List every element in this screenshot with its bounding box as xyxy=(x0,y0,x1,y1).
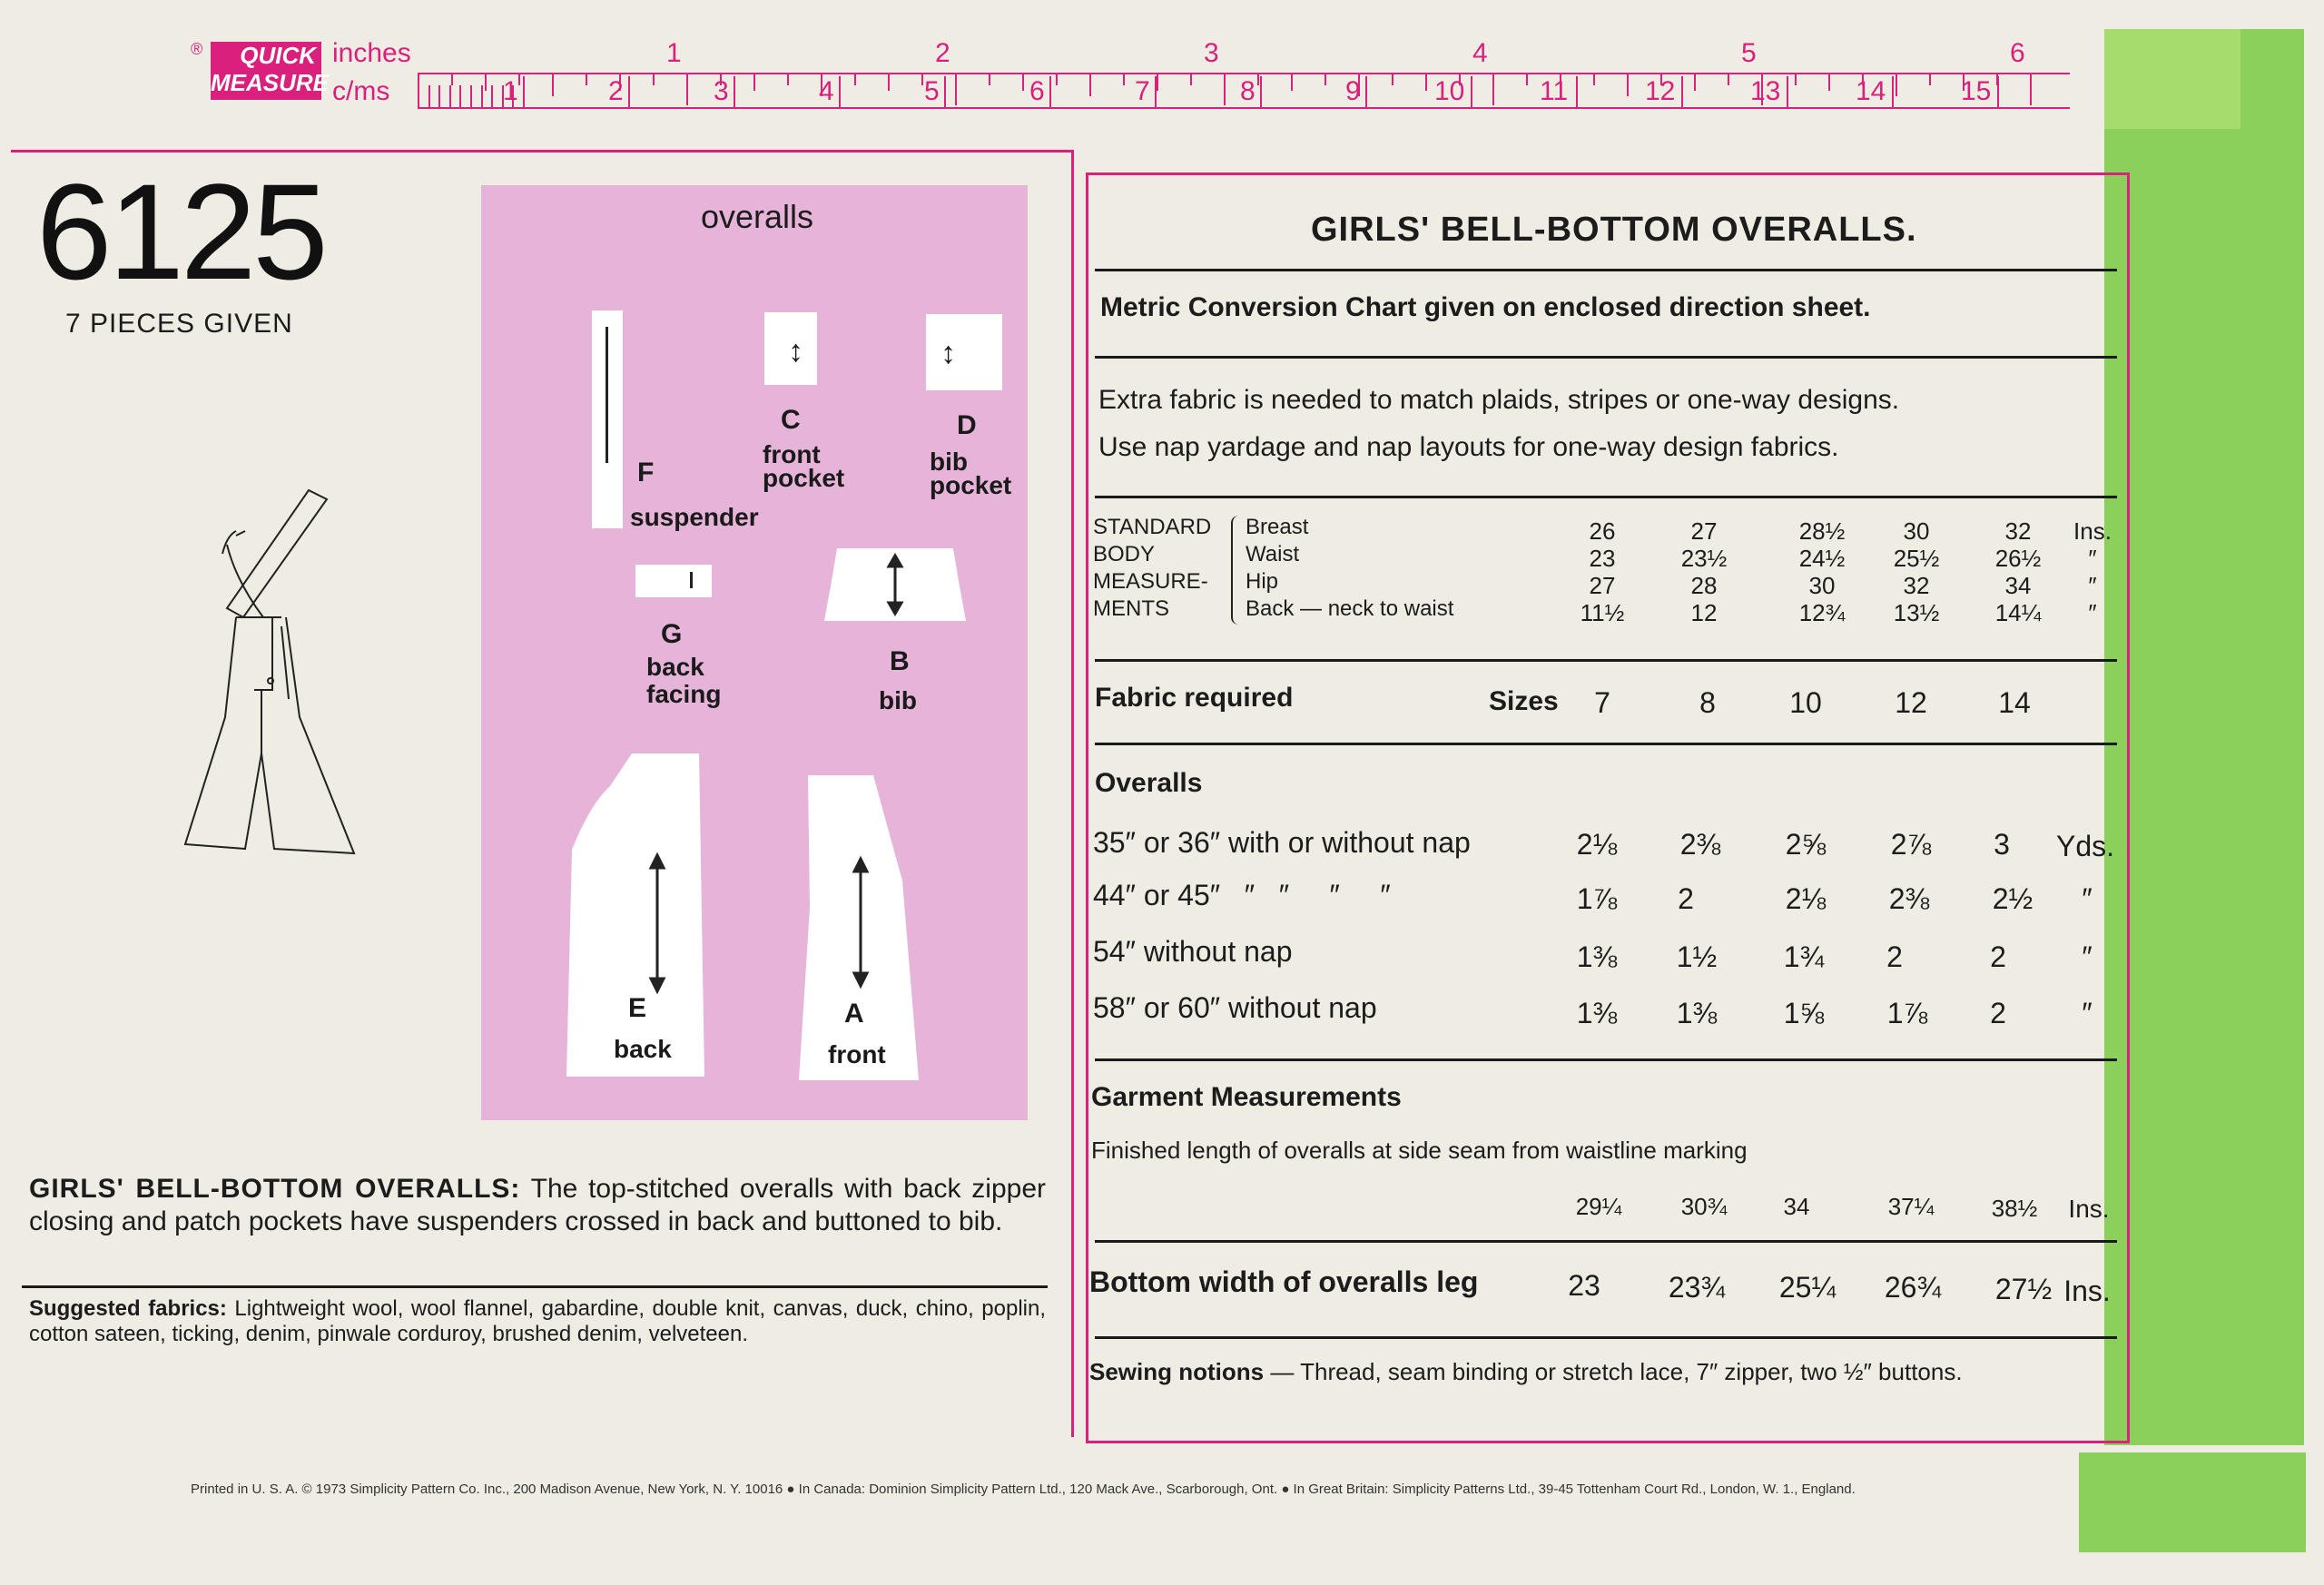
description-heading: GIRLS' BELL-BOTTOM OVERALLS: xyxy=(29,1174,521,1204)
grainline-arrow-icon xyxy=(606,327,608,463)
piece-e-letter: E xyxy=(628,993,647,1023)
pieces-given: 7 PIECES GIVEN xyxy=(65,309,293,339)
piece-c-name xyxy=(763,440,845,492)
measure-value: 23½ xyxy=(1680,545,1728,572)
inch-tick xyxy=(1224,74,1226,105)
inch-tick xyxy=(1123,74,1125,85)
yardage-value: 3 xyxy=(1994,828,2010,861)
yardage-value: 1½ xyxy=(1676,940,1718,973)
yardage-unit: ″ xyxy=(2082,882,2093,915)
grainline-arrow-icon: ↕ xyxy=(788,334,803,369)
inch-tick xyxy=(1694,74,1696,91)
yardage-unit: ″ xyxy=(2082,940,2093,973)
cm-number: 11 xyxy=(1540,76,1569,106)
size-header: 10 xyxy=(1789,686,1822,719)
inches-label: inches xyxy=(332,38,411,68)
mm-tick xyxy=(428,85,430,107)
overalls-illustration xyxy=(172,481,372,862)
bottom-width-value: 23¾ xyxy=(1668,1271,1726,1304)
divider-3 xyxy=(1095,496,2117,498)
mm-tick xyxy=(491,85,493,107)
row-hip: Hip xyxy=(1246,569,1279,594)
std-label-2: BODY xyxy=(1093,542,1156,566)
piece-b-letter: B xyxy=(890,646,910,676)
piece-g-name xyxy=(646,654,721,708)
grainline-arrow-icon: ↕ xyxy=(940,336,956,370)
piece-d-name-line1: bib xyxy=(930,448,968,476)
measure-col-size-12 xyxy=(1885,517,1948,626)
cm-label: c/ms xyxy=(332,76,390,106)
pieces-panel-title: overalls xyxy=(701,198,814,235)
inch-tick xyxy=(1190,74,1192,85)
measure-value: 12 xyxy=(1690,599,1718,626)
cm-tick xyxy=(1365,76,1367,107)
yardage-value: 2 xyxy=(1886,940,1903,973)
quick-measure-ruler xyxy=(191,36,2072,111)
cm-tick xyxy=(1576,76,1578,107)
standard-measurements-label xyxy=(1093,514,1211,623)
measure-value: 14¼ xyxy=(1994,599,2042,626)
mm-tick xyxy=(418,85,419,107)
yardage-unit: Yds. xyxy=(2055,830,2115,862)
divider-6 xyxy=(1095,1058,2117,1061)
garment-description xyxy=(29,1173,1046,1238)
mm-tick xyxy=(481,85,483,107)
inch-tick xyxy=(686,74,688,105)
mm-tick xyxy=(449,85,451,107)
cm-number: 3 xyxy=(714,76,729,106)
yardage-row-label: 44″ or 45″ ″ ″ ″ ″ xyxy=(1093,879,1391,911)
right-info-panel xyxy=(1086,172,2130,1443)
yardage-value: 2⅛ xyxy=(1576,828,1618,861)
fabric-note-2: Use nap yardage and nap layouts for one-way design fabrics. xyxy=(1098,432,1839,462)
bottom-width-value: 23 xyxy=(1568,1269,1600,1302)
size-header: 8 xyxy=(1699,686,1716,719)
measure-value: 23 xyxy=(1589,545,1616,572)
row-waist: Waist xyxy=(1246,542,1300,566)
measure-value: 13½ xyxy=(1893,599,1940,626)
cm-number: 12 xyxy=(1645,76,1676,106)
measurement-row-names xyxy=(1246,514,1453,623)
mm-tick xyxy=(470,85,472,107)
fabrics-text: Lightweight wool, wool flannel, gabardine, double knit, canvas, duck, chino, poplin, cotton sateen, ticking, denim, pinwale corduroy, brushed denim, velveteen. xyxy=(29,1296,1047,1346)
yardage-row-label: 58″ or 60″ without nap xyxy=(1093,991,1377,1024)
inch-tick xyxy=(653,74,655,85)
divider-4 xyxy=(1095,659,2117,662)
cm-number: 7 xyxy=(1135,76,1150,106)
inch-tick xyxy=(1896,74,1897,96)
inch-tick xyxy=(787,74,789,85)
green-corner-bottom xyxy=(2079,1452,2306,1552)
measure-value: 24½ xyxy=(1798,545,1846,572)
inch-tick xyxy=(1324,74,1326,85)
quick-measure-badge xyxy=(211,42,330,100)
size-header: 7 xyxy=(1594,686,1610,719)
measure-value: 11½ xyxy=(1580,599,1625,626)
yardage-row-label: 54″ without nap xyxy=(1093,935,1293,968)
cm-tick xyxy=(839,76,841,107)
inch-tick xyxy=(1089,74,1091,96)
yardage-value: 1⅜ xyxy=(1576,997,1618,1029)
inch-tick xyxy=(1056,74,1058,85)
measure-value: 32 xyxy=(2004,517,2032,545)
measure-value: 32 xyxy=(1903,572,1930,599)
inch-tick xyxy=(1929,74,1931,85)
measure-value: 34 xyxy=(2004,572,2032,599)
finished-length-value: 29¼ xyxy=(1575,1193,1622,1220)
sewing-notions xyxy=(1089,1358,1963,1386)
measure-value: 26 xyxy=(1589,517,1616,545)
measure-col-size-7 xyxy=(1571,517,1634,626)
piece-d-name-line2: pocket xyxy=(930,471,1012,499)
badge-line-2: MEASURE xyxy=(211,69,330,96)
yardage-value: 1⅞ xyxy=(1886,997,1928,1029)
measure-unit: ″ xyxy=(2088,599,2097,626)
inch-tick xyxy=(1627,74,1629,96)
mm-tick xyxy=(438,85,440,107)
piece-c-front-pocket-shape xyxy=(764,312,817,385)
row-back: Back — neck to waist xyxy=(1246,596,1454,621)
inch-tick xyxy=(888,74,890,91)
yardage-value: 1¾ xyxy=(1783,940,1825,973)
piece-e-name: back xyxy=(614,1035,672,1063)
piece-d-letter: D xyxy=(957,410,977,440)
suggested-fabrics xyxy=(29,1296,1046,1347)
cm-tick xyxy=(1997,76,1999,107)
inch-tick xyxy=(485,74,487,91)
bottom-width-value: 27½ xyxy=(1994,1273,2053,1305)
inch-tick xyxy=(586,74,587,85)
inch-tick xyxy=(921,74,923,85)
divider-2 xyxy=(1095,356,2117,359)
yardage-value: 1⅜ xyxy=(1576,940,1618,973)
bottom-width-label: Bottom width of overalls leg xyxy=(1089,1265,1479,1298)
piece-c-name-line2: pocket xyxy=(763,464,845,492)
divider-1 xyxy=(1095,269,2117,271)
piece-g-letter: G xyxy=(661,619,683,649)
cm-tick xyxy=(734,76,735,107)
yardage-value: 2⅛ xyxy=(1785,882,1827,915)
inch-tick xyxy=(753,74,755,91)
finished-length-value: 34 xyxy=(1783,1193,1810,1220)
grainline-arrow-icon xyxy=(690,572,693,588)
divider-7 xyxy=(1095,1240,2117,1243)
inch-tick xyxy=(989,74,990,85)
sizes-label: Sizes xyxy=(1489,686,1559,716)
size-header: 12 xyxy=(1895,686,1927,719)
std-label-4: MENTS xyxy=(1093,596,1169,621)
inch-tick xyxy=(1492,74,1494,105)
yardage-row-label: 35″ or 36″ with or without nap xyxy=(1093,826,1471,859)
cm-tick xyxy=(1471,76,1472,107)
inch-number: 2 xyxy=(935,38,950,68)
metric-note: Metric Conversion Chart given on enclosed direction sheet. xyxy=(1100,292,1871,322)
measure-value: 27 xyxy=(1589,572,1616,599)
measure-value: 12¾ xyxy=(1798,599,1846,626)
yardage-value: 2½ xyxy=(1992,882,2034,915)
info-title: GIRLS' BELL-BOTTOM OVERALLS. xyxy=(1311,211,1917,249)
measure-unit: ″ xyxy=(2088,545,2097,572)
cm-number: 4 xyxy=(819,76,834,106)
yardage-value: 1⅝ xyxy=(1783,997,1825,1029)
inch-tick xyxy=(518,74,520,85)
inch-tick xyxy=(1593,74,1595,85)
measure-col-size-14 xyxy=(1986,517,2050,626)
finished-length-value: 37¼ xyxy=(1887,1193,1935,1220)
mm-tick xyxy=(459,85,461,107)
piece-b-bib-shape xyxy=(822,545,968,628)
piece-c-name-line1: front xyxy=(763,440,821,468)
piece-g-name-line2: facing xyxy=(646,680,722,708)
bottom-width-unit: Ins. xyxy=(2063,1275,2111,1307)
notions-text: — Thread, seam binding or stretch lace, 7″ zipper, two ½″ buttons. xyxy=(1270,1358,1963,1385)
description-text: The top-stitched overalls with back zipper closing and patch pockets have suspenders crossed in back and buttoned to bib. xyxy=(29,1174,1046,1236)
inch-tick xyxy=(552,74,554,96)
yardage-value: 2 xyxy=(1678,882,1694,915)
inch-tick xyxy=(1728,74,1729,85)
inch-tick xyxy=(1795,74,1797,85)
inch-tick xyxy=(854,74,856,85)
inch-tick xyxy=(1022,74,1024,91)
badge-line-1: QUICK xyxy=(240,42,316,69)
std-label-1: STANDARD xyxy=(1093,515,1212,539)
bottom-width-value: 25¼ xyxy=(1778,1271,1837,1304)
size-header: 14 xyxy=(1998,686,2031,719)
cm-number: 13 xyxy=(1750,76,1781,106)
piece-f-letter: F xyxy=(637,458,655,487)
piece-a-name: front xyxy=(828,1040,886,1068)
piece-f-suspender-shape xyxy=(592,310,623,528)
piece-d-bib-pocket-shape xyxy=(926,314,1002,390)
green-edge-strip xyxy=(2104,29,2304,1445)
inch-tick xyxy=(1291,74,1293,91)
yardage-value: 1⅜ xyxy=(1676,997,1718,1029)
yardage-unit: ″ xyxy=(2082,997,2093,1029)
std-label-3: MEASURE- xyxy=(1093,569,1208,594)
cm-tick xyxy=(1260,76,1262,107)
measure-unit: Ins. xyxy=(2073,517,2112,545)
inch-tick xyxy=(451,74,453,85)
finished-length-value: 30¾ xyxy=(1680,1193,1728,1220)
piece-g-name-line1: back xyxy=(646,653,704,681)
notions-label: Sewing notions xyxy=(1089,1358,1265,1385)
cm-tick xyxy=(944,76,946,107)
cm-number: 5 xyxy=(924,76,940,106)
cm-tick xyxy=(523,76,525,107)
cm-tick xyxy=(1681,76,1683,107)
finished-length-label: Finished length of overalls at side seam from waistline marking xyxy=(1091,1137,1748,1164)
piece-g-back-facing-shape xyxy=(635,565,712,597)
yardage-value: 2 xyxy=(1990,940,2006,973)
cm-number: 1 xyxy=(503,76,518,106)
description-divider xyxy=(22,1285,1048,1288)
cm-number: 10 xyxy=(1434,76,1465,106)
cm-number: 14 xyxy=(1856,76,1886,106)
inch-baseline xyxy=(418,73,2070,74)
fabrics-label: Suggested fabrics: xyxy=(29,1296,227,1321)
measure-value: 27 xyxy=(1690,517,1718,545)
measure-value: 26½ xyxy=(1994,545,2042,572)
piece-a-letter: A xyxy=(844,999,864,1029)
cm-number: 2 xyxy=(608,76,624,106)
measure-units xyxy=(2061,517,2124,626)
inch-tick xyxy=(1425,74,1427,91)
inch-number: 6 xyxy=(2010,38,2025,68)
inch-tick xyxy=(1526,74,1528,85)
measure-value: 25½ xyxy=(1893,545,1940,572)
yardage-value: 2⅜ xyxy=(1888,882,1930,915)
yardage-value: 2 xyxy=(1990,997,2006,1029)
inch-tick xyxy=(1392,74,1393,85)
yardage-value: 2⅝ xyxy=(1785,828,1827,861)
measure-value: 28½ xyxy=(1798,517,1846,545)
pattern-number: 6125 xyxy=(36,155,325,308)
inch-number: 4 xyxy=(1472,38,1488,68)
fabric-required-label: Fabric required xyxy=(1095,683,1294,713)
measure-value: 28 xyxy=(1690,572,1718,599)
registered-mark: ® xyxy=(191,40,203,58)
measure-value: 30 xyxy=(1808,572,1836,599)
yardage-value: 2⅞ xyxy=(1890,828,1932,861)
row-breast: Breast xyxy=(1246,515,1309,539)
finished-length-unit: Ins. xyxy=(2068,1195,2110,1223)
finished-length-value: 38½ xyxy=(1991,1195,2038,1222)
fabric-note-1: Extra fabric is needed to match plaids, stripes or one-way designs. xyxy=(1098,385,1900,415)
cm-tick xyxy=(628,76,630,107)
measurement-brace xyxy=(1231,516,1242,625)
cm-baseline xyxy=(418,107,2070,109)
publisher-footer: Printed in U. S. A. © 1973 Simplicity Pattern Co. Inc., 200 Madison Avenue, New York, N. Y. 10016 ● In Canada: Dominion Simplicity Pattern Ltd., 120 Mack Ave., Scarborough, Ont. ● In Great Britain: Simplicity Patterns Ltd., 39-45 Tottenham Court Rd., London, W. 1., England. xyxy=(191,1482,1856,1497)
inch-tick xyxy=(1157,74,1158,91)
inch-number: 5 xyxy=(1741,38,1757,68)
inch-tick xyxy=(2030,74,2032,105)
divider-5 xyxy=(1095,743,2117,745)
measure-col-size-10 xyxy=(1790,517,1854,626)
measure-col-size-8 xyxy=(1672,517,1736,626)
measure-value: 30 xyxy=(1903,517,1930,545)
piece-d-name xyxy=(930,450,1011,497)
overalls-section-label: Overalls xyxy=(1095,768,1203,798)
inch-number: 3 xyxy=(1204,38,1219,68)
garment-measurements-label: Garment Measurements xyxy=(1091,1082,1402,1112)
bottom-width-value: 26¾ xyxy=(1884,1271,1942,1304)
cm-tick xyxy=(1155,76,1157,107)
piece-b-name: bib xyxy=(879,686,917,714)
cm-number: 8 xyxy=(1240,76,1256,106)
yardage-value: 1⅞ xyxy=(1576,882,1618,915)
inch-tick xyxy=(955,74,957,105)
cm-tick xyxy=(1787,76,1788,107)
cm-number: 15 xyxy=(1961,76,1992,106)
inch-tick xyxy=(1828,74,1830,91)
measure-unit: ″ xyxy=(2088,572,2097,599)
divider-8 xyxy=(1095,1336,2117,1339)
cm-number: 9 xyxy=(1345,76,1361,106)
cm-tick xyxy=(1049,76,1051,107)
piece-c-letter: C xyxy=(781,405,801,435)
inch-tick xyxy=(1257,74,1259,85)
yardage-value: 2⅜ xyxy=(1679,828,1721,861)
piece-f-name: suspender xyxy=(630,503,759,531)
cm-tick xyxy=(1892,76,1894,107)
cm-number: 6 xyxy=(1029,76,1045,106)
green-corner-top xyxy=(2104,29,2240,129)
inch-number: 1 xyxy=(666,38,682,68)
